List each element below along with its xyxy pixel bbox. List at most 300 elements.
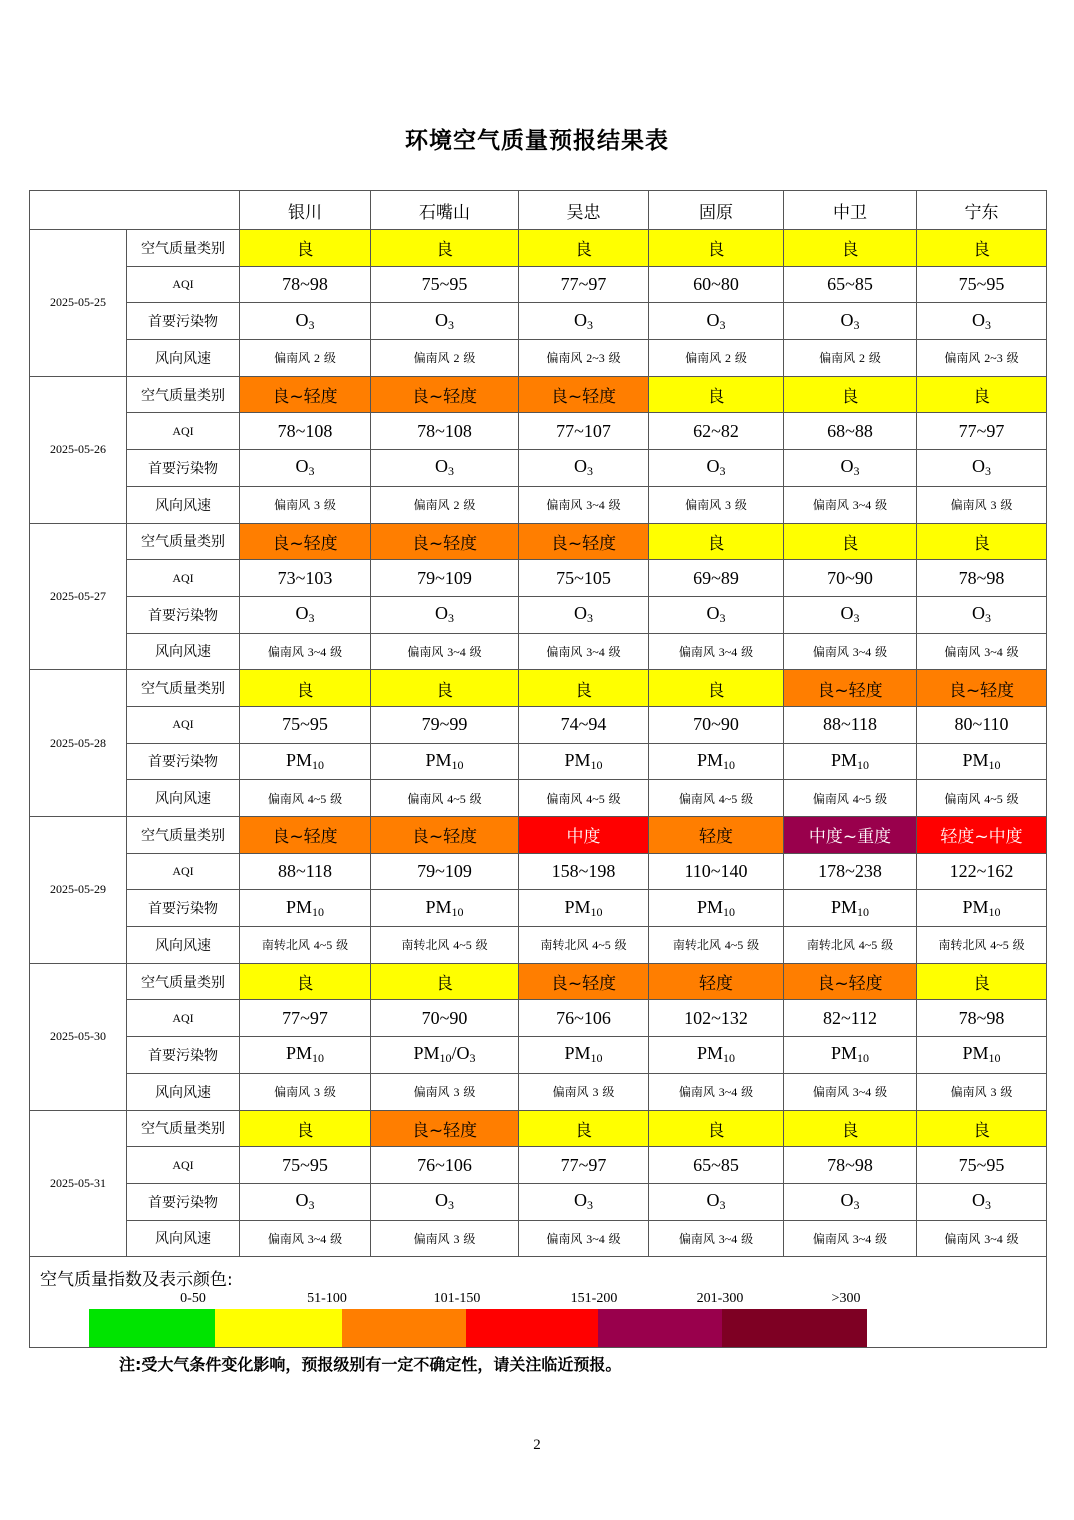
row-label-aqi: AQI [127,706,240,743]
wind-forecast [649,927,784,964]
header-corner [30,191,240,230]
wind-level: 3~4 [718,644,738,659]
wind-direction: 偏南风 [546,644,583,659]
air-quality-category: 良 [519,1110,649,1147]
wind-direction: 偏南风 [267,791,304,806]
pollutant-subscript: 10 [857,1051,869,1066]
legend-swatch-151-200 [466,1309,598,1347]
pollutant-name: PM [413,1043,440,1064]
forecast-date: 2025-05-31 [30,1110,127,1257]
wind-direction: 偏南风 [274,351,311,366]
category-row [30,1110,1047,1147]
aqi-row [30,266,1047,303]
wind-level: 2 [453,351,460,366]
wind-forecast [240,1220,371,1257]
pollutant-subscript: 3 [308,464,315,479]
aqi-value: 76~106 [519,1000,649,1037]
wind-unit: 级 [747,938,760,953]
wind-unit: 级 [868,351,881,366]
city-header: 宁东 [917,191,1047,230]
primary-pollutant [519,743,649,780]
wind-forecast [519,1073,649,1110]
wind-unit: 级 [608,351,621,366]
pollutant-subscript: 3 [853,464,860,479]
row-label-aqi: AQI [127,1147,240,1184]
pollutant-subscript: 3 [587,1198,593,1213]
category-row [30,817,1047,854]
wind-direction: 南转北风 [261,938,310,953]
wind-level: 3 [990,498,997,513]
pollutant-subscript: 3 [308,611,315,626]
aqi-value: 75~95 [240,706,371,743]
pollutant-name: PM [830,749,857,770]
category-row [30,670,1047,707]
wind-level: 4~5 [990,938,1009,953]
wind-level: 4~5 [592,938,611,953]
wind-direction: 偏南风 [267,644,304,659]
primary-pollutant [649,1183,784,1220]
pollutant-name: O [972,603,985,624]
primary-pollutant [519,1183,649,1220]
wind-unit: 级 [875,791,888,806]
row-label-category: 空气质量类别 [127,523,240,560]
row-label-pollutant: 首要污染物 [127,450,240,487]
air-quality-category: 良~轻度 [917,670,1047,707]
legend-range-label: 51-100 [307,1291,347,1307]
wind-forecast [240,340,371,377]
category-row [30,230,1047,267]
pollutant-name: O [435,603,448,624]
row-label-wind: 风向风速 [127,927,240,964]
aqi-value: 62~82 [649,413,784,450]
air-quality-category: 轻度 [649,963,784,1000]
wind-level: 3 [453,1085,460,1100]
pollutant-name: O [706,603,720,624]
wind-level: 3~4 [852,498,872,513]
primary-pollutant [784,450,917,487]
wind-row [30,1220,1047,1257]
wind-direction: 偏南风 [812,644,849,659]
legend-range-label: 151-200 [570,1291,618,1307]
air-quality-category: 良 [917,376,1047,413]
pollutant-name: O [574,309,587,330]
pollutant-name: O [840,1190,854,1211]
wind-forecast [784,1220,917,1257]
pollutant-name: O [435,309,448,330]
wind-forecast [371,1220,519,1257]
aqi-value: 69~89 [649,560,784,597]
pollutant-subscript: 10 [988,904,1001,919]
wind-forecast [240,1073,371,1110]
row-label-pollutant: 首要污染物 [127,890,240,927]
wind-row [30,486,1047,523]
wind-unit: 级 [875,1231,888,1246]
aqi-value: 158~198 [519,853,649,890]
wind-level: 4~5 [307,791,327,806]
legend-ranges [90,1291,910,1309]
wind-row [30,340,1047,377]
wind-unit: 级 [875,644,888,659]
row-label-wind: 风向风速 [127,340,240,377]
air-quality-category: 良 [519,230,649,267]
wind-forecast [371,340,519,377]
pollutant-subscript-extra: 3 [469,1051,476,1066]
wind-level: 3~4 [586,498,605,513]
aqi-value: 110~140 [649,853,784,890]
aqi-value: 74~94 [519,706,649,743]
pollutant-row [30,743,1047,780]
aqi-value: 70~90 [649,706,784,743]
pollutant-subscript: 10 [590,904,603,919]
air-quality-category: 良 [519,670,649,707]
pollutant-name: PM [696,1043,723,1064]
pollutant-name: O [840,603,854,624]
pollutant-subscript: 3 [448,611,454,626]
aqi-value: 77~107 [519,413,649,450]
aqi-row [30,1147,1047,1184]
aqi-value: 82~112 [784,1000,917,1037]
pollutant-subscript: 3 [719,317,726,332]
pollutant-name: PM [285,1043,312,1064]
wind-unit: 级 [336,938,349,953]
header-row [30,191,1047,230]
air-quality-category: 良~轻度 [371,523,519,560]
wind-unit: 级 [463,351,476,366]
wind-direction: 偏南风 [950,498,987,513]
wind-level: 3~4 [984,1231,1003,1246]
pollutant-name: O [574,603,587,624]
aqi-value: 77~97 [519,266,649,303]
wind-unit: 级 [881,938,894,953]
pollutant-name: O [972,456,985,477]
wind-level: 3~4 [447,644,466,659]
primary-pollutant [371,450,519,487]
aqi-value: 102~132 [649,1000,784,1037]
wind-level: 2~3 [586,351,605,366]
row-label-pollutant: 首要污染物 [127,743,240,780]
wind-direction: 偏南风 [546,351,583,366]
wind-level: 4~5 [313,938,333,953]
pollutant-row [30,1183,1047,1220]
legend-color-bar [89,1309,867,1347]
primary-pollutant [917,303,1047,340]
legend-swatch-over-300 [722,1309,867,1347]
row-label-category: 空气质量类别 [127,376,240,413]
row-label-aqi: AQI [127,413,240,450]
row-label-wind: 风向风速 [127,1220,240,1257]
air-quality-category: 良 [240,230,371,267]
pollutant-name: O [706,456,720,477]
row-label-aqi: AQI [127,560,240,597]
pollutant-subscript: 3 [985,1198,991,1213]
air-quality-category: 中度~重度 [784,817,917,854]
wind-direction: 偏南风 [685,498,722,513]
wind-forecast [917,486,1047,523]
forecast-date: 2025-05-26 [30,376,127,523]
aqi-row [30,706,1047,743]
wind-unit: 级 [1006,351,1019,366]
row-label-category: 空气质量类别 [127,670,240,707]
legend-range-label: >300 [831,1291,861,1307]
pollutant-subscript: 3 [719,464,726,479]
wind-unit: 级 [469,644,482,659]
pollutant-subscript: 3 [587,611,593,626]
wind-direction: 偏南风 [950,1085,987,1100]
wind-direction: 偏南风 [944,1231,981,1246]
row-label-category: 空气质量类别 [127,1110,240,1147]
primary-pollutant [917,596,1047,633]
row-label-aqi: AQI [127,1000,240,1037]
primary-pollutant [519,1037,649,1074]
wind-direction: 偏南风 [678,791,715,806]
aqi-value: 78~98 [917,560,1047,597]
primary-pollutant [519,890,649,927]
aqi-value: 65~85 [649,1147,784,1184]
wind-forecast [917,780,1047,817]
pollutant-subscript: 10 [312,757,324,772]
wind-direction: 偏南风 [407,644,444,659]
wind-forecast [784,1073,917,1110]
wind-row [30,927,1047,964]
wind-forecast [649,486,784,523]
wind-direction: 偏南风 [944,644,981,659]
legend-swatch-51-100 [215,1309,342,1347]
wind-forecast [649,340,784,377]
primary-pollutant [917,890,1047,927]
wind-level: 3~4 [307,644,327,659]
aqi-value: 70~90 [784,560,917,597]
wind-unit: 级 [741,1231,754,1246]
page-number: 2 [533,1437,541,1453]
air-quality-category: 良 [784,376,917,413]
wind-level: 4~5 [453,938,472,953]
pollutant-row [30,1037,1047,1074]
wind-level: 2 [859,351,865,366]
row-label-pollutant: 首要污染物 [127,303,240,340]
wind-unit: 级 [1006,644,1019,659]
air-quality-category: 良~轻度 [519,963,649,1000]
wind-direction: 偏南风 [678,1231,715,1246]
primary-pollutant [784,1183,917,1220]
wind-forecast [649,1073,784,1110]
legend-row [30,1257,1047,1348]
air-quality-category: 良 [240,670,371,707]
wind-unit: 级 [734,351,747,366]
row-label-wind: 风向风速 [127,1073,240,1110]
pollutant-subscript: 10 [723,904,735,919]
primary-pollutant [371,1183,519,1220]
wind-unit: 级 [1000,498,1013,513]
air-quality-category: 中度 [519,817,649,854]
city-header: 石嘴山 [371,191,519,230]
air-quality-category: 良 [649,376,784,413]
pollutant-subscript: 10 [988,757,1001,772]
wind-forecast [371,486,519,523]
aqi-value: 79~99 [371,706,519,743]
primary-pollutant [240,743,371,780]
row-label-pollutant: 首要污染物 [127,596,240,633]
wind-direction: 偏南风 [678,1085,715,1100]
wind-direction: 偏南风 [819,351,856,366]
wind-unit: 级 [875,1085,888,1100]
wind-level: 2 [725,351,731,366]
pollutant-subscript: 3 [587,464,593,479]
aqi-value: 75~105 [519,560,649,597]
wind-forecast [240,780,371,817]
aqi-value: 88~118 [784,706,917,743]
wind-forecast [519,633,649,670]
pollutant-subscript: 10 [988,1051,1001,1066]
wind-direction: 偏南风 [546,791,583,806]
primary-pollutant [371,890,519,927]
wind-unit: 级 [608,498,621,513]
wind-unit: 级 [1012,938,1025,953]
primary-pollutant [371,303,519,340]
wind-level: 3~4 [307,1231,327,1246]
air-quality-category: 良~轻度 [784,670,917,707]
wind-direction: 偏南风 [413,1231,450,1246]
aqi-row [30,413,1047,450]
legend-swatch-0-50 [89,1309,215,1347]
pollutant-name: O [840,309,854,330]
wind-forecast [784,486,917,523]
wind-forecast [371,780,519,817]
wind-level: 3 [314,498,320,513]
wind-direction: 偏南风 [407,791,444,806]
primary-pollutant [784,743,917,780]
pollutant-subscript: 3 [985,317,991,332]
wind-level: 4~5 [858,938,878,953]
wind-forecast [519,486,649,523]
primary-pollutant [519,303,649,340]
pollutant-subscript: 10 [451,904,464,919]
wind-forecast [917,340,1047,377]
wind-direction: 偏南风 [413,498,450,513]
pollutant-subscript: 3 [448,1198,454,1213]
wind-level: 3~4 [984,644,1003,659]
pollutant-name: PM [830,896,857,917]
pollutant-row [30,596,1047,633]
pollutant-name-extra: /O [451,1043,470,1064]
pollutant-name: O [435,1190,448,1211]
pollutant-name: PM [962,1043,989,1064]
wind-forecast [371,927,519,964]
aqi-value: 75~95 [240,1147,371,1184]
pollutant-name: PM [425,896,452,917]
row-label-category: 空气质量类别 [127,963,240,1000]
aqi-value: 122~162 [917,853,1047,890]
legend [30,1257,1047,1348]
pollutant-subscript: 3 [719,1198,726,1213]
wind-forecast [240,927,371,964]
pollutant-subscript: 3 [448,317,454,332]
wind-level: 4~5 [724,938,744,953]
wind-unit: 级 [463,498,476,513]
wind-unit: 级 [323,1085,336,1100]
pollutant-name: O [435,456,448,477]
pollutant-name: O [840,456,854,477]
aqi-value: 75~95 [917,266,1047,303]
wind-forecast [371,1073,519,1110]
wind-level: 3 [725,498,731,513]
pollutant-name: PM [564,1043,591,1064]
wind-row [30,780,1047,817]
primary-pollutant [649,1037,784,1074]
primary-pollutant [784,890,917,927]
primary-pollutant [917,1037,1047,1074]
city-header: 银川 [240,191,371,230]
pollutant-subscript: 10 [723,1051,735,1066]
pollutant-subscript: 3 [448,464,454,479]
aqi-row [30,853,1047,890]
aqi-value: 78~98 [240,266,371,303]
wind-forecast [649,1220,784,1257]
wind-unit: 级 [734,498,747,513]
legend-range-label: 201-300 [696,1291,744,1307]
row-label-wind: 风向风速 [127,486,240,523]
aqi-value: 79~109 [371,853,519,890]
pollutant-subscript: 10 [590,757,603,772]
primary-pollutant [240,303,371,340]
category-row [30,963,1047,1000]
primary-pollutant [240,1183,371,1220]
air-quality-category: 良~轻度 [240,817,371,854]
air-quality-category: 良 [917,523,1047,560]
air-quality-category: 良~轻度 [371,817,519,854]
legend-range-label: 0-50 [180,1291,206,1307]
aqi-value: 178~238 [784,853,917,890]
wind-unit: 级 [330,1231,343,1246]
wind-unit: 级 [741,644,754,659]
pollutant-name: PM [696,749,723,770]
wind-direction: 偏南风 [274,498,311,513]
wind-level: 3~4 [852,644,872,659]
pollutant-subscript: 3 [853,1198,860,1213]
pollutant-row [30,303,1047,340]
wind-level: 3~4 [852,1231,872,1246]
wind-unit: 级 [475,938,488,953]
legend-swatch-201-300 [598,1309,722,1347]
pollutant-row [30,890,1047,927]
wind-direction: 南转北风 [540,938,589,953]
aqi-value: 80~110 [917,706,1047,743]
wind-forecast [519,780,649,817]
wind-unit: 级 [1000,1085,1013,1100]
wind-direction: 偏南风 [944,791,981,806]
wind-direction: 偏南风 [812,498,849,513]
pollutant-subscript: 10 [857,904,869,919]
forecast-date: 2025-05-25 [30,230,127,377]
wind-forecast [649,633,784,670]
wind-forecast [519,927,649,964]
aqi-value: 78~108 [371,413,519,450]
row-label-pollutant: 首要污染物 [127,1037,240,1074]
wind-level: 3~4 [586,644,605,659]
primary-pollutant [519,450,649,487]
wind-direction: 偏南风 [546,1231,583,1246]
pollutant-subscript: 10 [857,757,869,772]
wind-row [30,633,1047,670]
disclaimer-note: 注:受大气条件变化影响，预报级别有一定不确定性，请关注临近预报。 [119,1355,622,1374]
forecast-date: 2025-05-28 [30,670,127,817]
wind-unit: 级 [602,1085,615,1100]
category-row [30,523,1047,560]
wind-direction: 偏南风 [685,351,722,366]
primary-pollutant [649,890,784,927]
air-quality-category: 良 [784,523,917,560]
wind-unit: 级 [463,1085,476,1100]
row-label-wind: 风向风速 [127,633,240,670]
